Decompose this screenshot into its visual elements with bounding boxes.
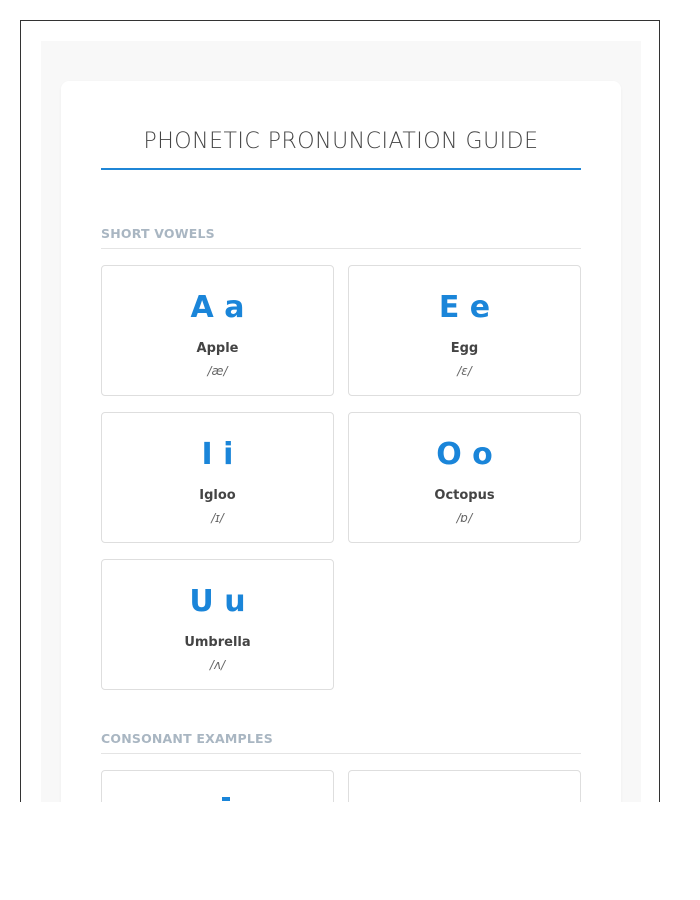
ipa-symbol: /ɛ/ [457, 364, 472, 378]
vowel-card-o[interactable] [348, 412, 581, 543]
ipa-symbol: /ɪ/ [211, 511, 224, 525]
vowel-letters: A a [190, 290, 245, 325]
vowel-letters: I i [201, 437, 234, 472]
ipa-symbol: /æ/ [207, 364, 228, 378]
vowel-card-e[interactable] [348, 265, 581, 396]
vowel-card-u[interactable] [101, 559, 334, 690]
ipa-symbol: /ɒ/ [456, 511, 473, 525]
consonant-letters-partial [222, 797, 230, 801]
vowel-card-i[interactable] [101, 412, 334, 543]
vowel-letters: U u [189, 584, 246, 619]
guide-card [61, 81, 621, 802]
example-word: Egg [450, 341, 479, 356]
example-word: Apple [196, 341, 239, 356]
document-frame [20, 20, 660, 802]
consonant-card[interactable] [348, 770, 581, 802]
page-background [41, 41, 641, 802]
page-title: PHONETIC PRONUNCIATION GUIDE [101, 127, 581, 170]
vowel-letters: O o [436, 437, 493, 472]
consonant-card[interactable] [101, 770, 334, 802]
vowel-card-a[interactable] [101, 265, 334, 396]
ipa-symbol: /ʌ/ [209, 658, 226, 672]
vowel-letters: E e [438, 290, 491, 325]
example-word: Igloo [199, 488, 236, 503]
example-word: Umbrella [184, 635, 251, 650]
example-word: Octopus [434, 488, 495, 503]
section-label-short-vowels: SHORT VOWELS [101, 226, 581, 249]
section-label-consonant-examples: CONSONANT EXAMPLES [101, 731, 581, 754]
